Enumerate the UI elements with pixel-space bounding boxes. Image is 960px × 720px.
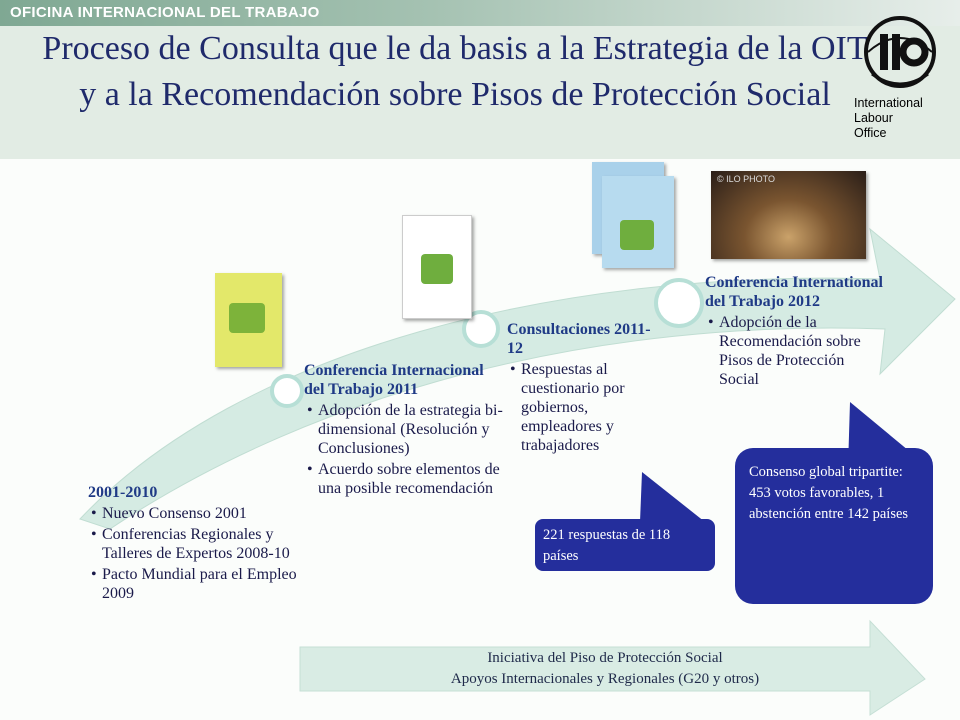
stage-consultations — [507, 320, 657, 457]
consensus-callout — [735, 448, 933, 604]
report-cover-thumbnail — [602, 176, 674, 268]
stage-bullet: • Acuerdo sobre elementos de una posible recomendación — [304, 460, 504, 498]
report-cover-thumbnail — [215, 273, 282, 367]
stage-heading: Consultaciones 2011-12 — [507, 321, 651, 357]
logo-line: Office — [854, 126, 887, 140]
bottom-arrow-text — [300, 648, 910, 690]
stage-cit-2012 — [705, 273, 885, 391]
stage-heading: 2001-2010 — [88, 484, 158, 501]
stage-bullet: • Pacto Mundial para el Empleo 2009 — [88, 565, 303, 603]
bottom-line-2: Apoyos Internacionales y Regionales (G20 y otros) — [450, 671, 760, 687]
milestone-circle — [270, 374, 304, 408]
responses-text: 221 respuestas de 118 países — [543, 527, 671, 564]
page-title: Proceso de Consulta que le da basis a la Estrategia de la OIT y a la Recomendación sobre Pisos de Protección Social — [42, 30, 868, 113]
consensus-votes: 453 votos favorables, 1 abstención entre 142 países — [749, 485, 909, 522]
stage-heading: Conferencia Internacional del Trabajo 2011 — [304, 362, 484, 398]
consensus-title: Consenso global tripartite: — [749, 464, 903, 480]
stage-bullet: • Adopción de la estrategia bi-dimensional (Resolución y Conclusiones) — [304, 401, 504, 458]
milestone-circle — [654, 278, 704, 328]
stage-2001-2010 — [88, 483, 303, 605]
logo-line: Labour — [854, 111, 893, 125]
org-label: OFICINA INTERNACIONAL DEL TRABAJO — [10, 4, 320, 21]
header-band — [0, 0, 960, 26]
stage-bullet: • Nuevo Consenso 2001 — [88, 504, 303, 523]
ilo-emblem-icon — [858, 14, 942, 164]
stage-cit-2011 — [304, 361, 504, 500]
stage-bullet: • Adopción de la Recomendación sobre Pisos de Protección Social — [705, 313, 885, 389]
stage-heading: Conferencia International del Trabajo 2012 — [705, 274, 883, 310]
logo-line: International — [854, 96, 923, 110]
stage-bullet: • Conferencias Regionales y Talleres de Expertos 2008-10 — [88, 525, 303, 563]
photo-caption: © ILO PHOTO — [717, 174, 775, 184]
bottom-line-1: Iniciativa del Piso de Protección Social — [487, 650, 723, 666]
ilo-logo-text — [854, 96, 923, 141]
conference-photo — [711, 171, 866, 259]
responses-callout — [535, 519, 715, 571]
report-cover-thumbnail — [402, 215, 472, 319]
stage-bullet: • Respuestas al cuestionario por gobiernos, empleadores y trabajadores — [507, 360, 657, 455]
